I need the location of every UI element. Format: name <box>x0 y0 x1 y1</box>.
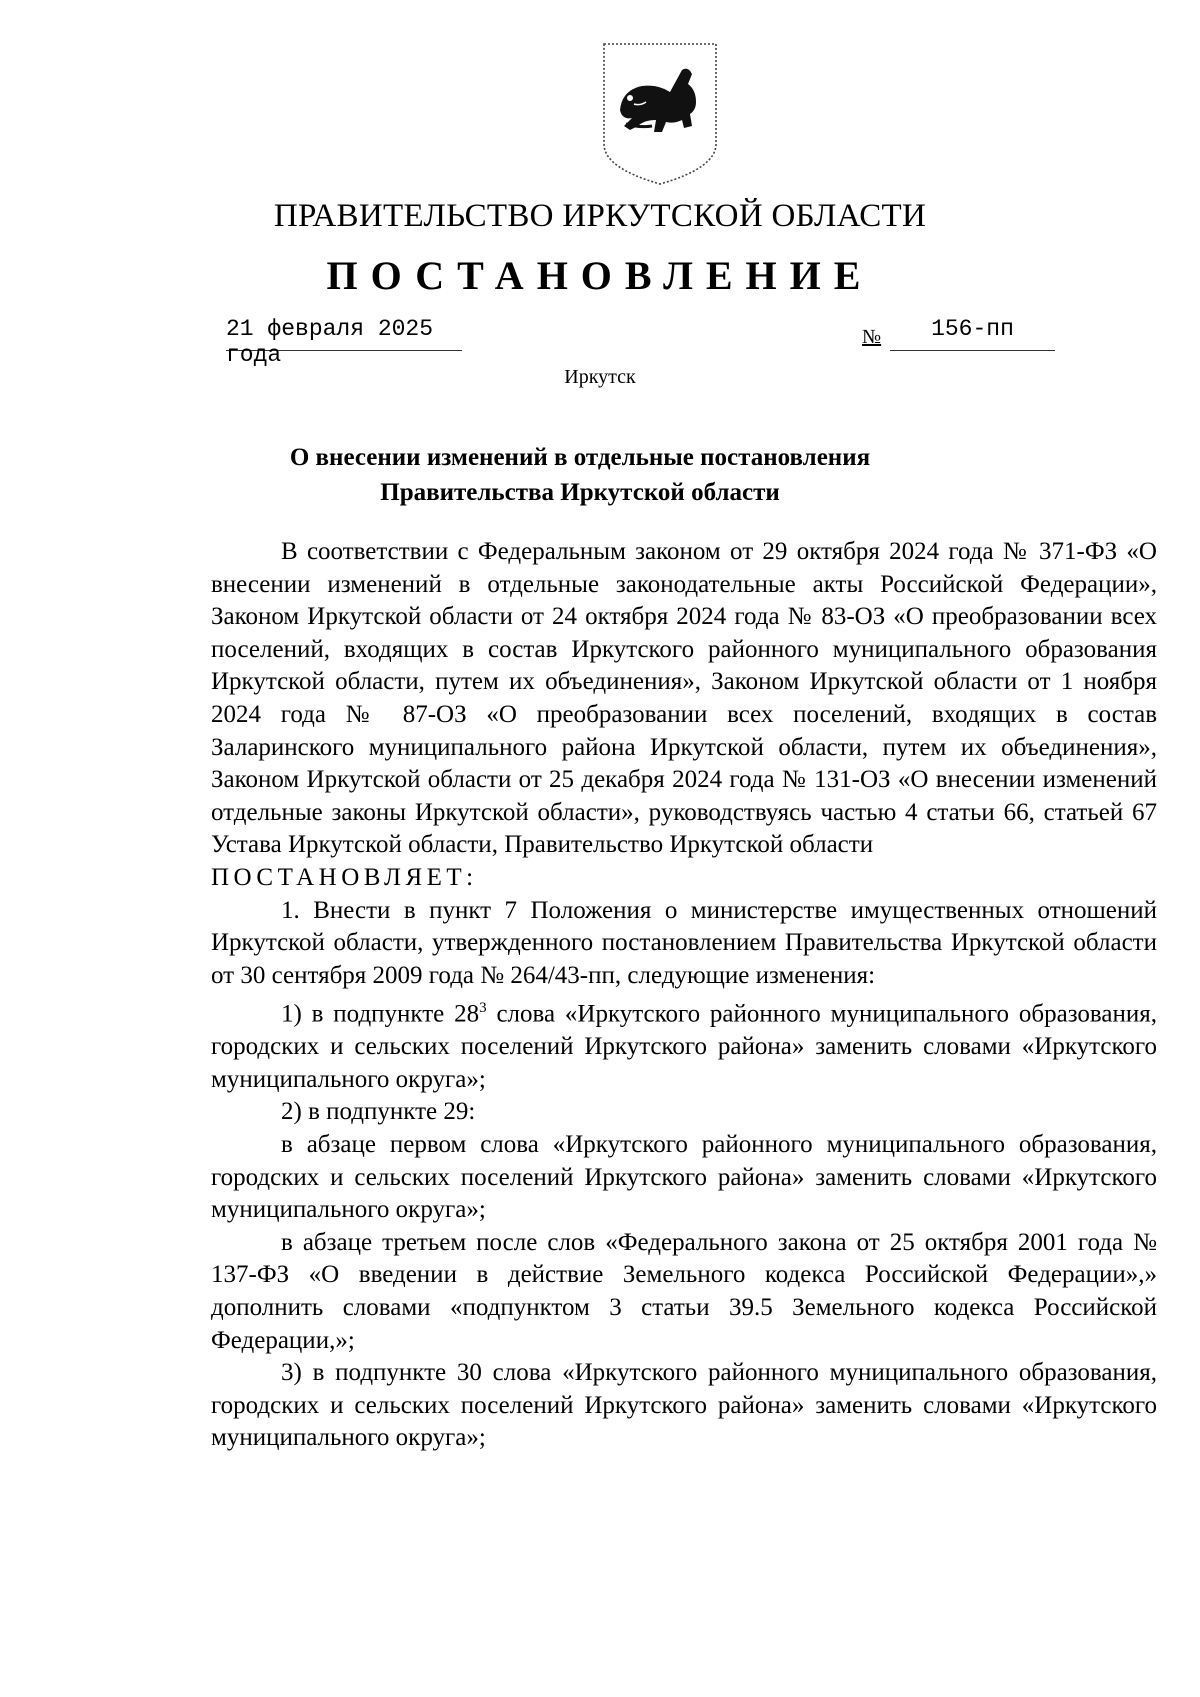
subitem-1-paragraph <box>211 992 1157 1096</box>
document-kind-heading: ПОСТАНОВЛЕНИЕ <box>326 253 874 298</box>
subitem-1-superscript: 3 <box>479 1000 487 1017</box>
subitem-2b-paragraph: в абзаце третьем после слов «Федерального закона от 25 октября 2001 года № 137-ФЗ «О введении в действие Земельного кодекса Российской Федерации»,» дополнить словами «подпунктом 3 статьи 39.5 Земельного кодекса Российской Федерации,»; <box>211 1228 1157 1354</box>
subitem-1-prefix: 1) в подпункте 28 <box>281 1000 480 1028</box>
subitem-2-paragraph: 2) в подпункте 29: <box>281 1098 476 1126</box>
decree-word: ПОСТАНОВЛЯЕТ: <box>211 863 478 891</box>
city-name: Иркутск <box>564 366 636 388</box>
document-date: 21 февраля 2025 года <box>226 316 462 351</box>
document-title: О внесении изменений в отдельные постановления Правительства Иркутской области <box>289 444 871 506</box>
document-body <box>211 536 1157 1455</box>
document-number: 156-пп <box>890 316 1055 351</box>
government-name: ПРАВИТЕЛЬСТВО ИРКУТСКОЙ ОБЛАСТИ <box>273 198 927 234</box>
item-1-paragraph: 1. Внести в пункт 7 Положения о министерстве имущественных отношений Иркутской области, утвержденного постановлением Правительства Иркутской области от 30 сентября 2009 года № 264/43-пп, следующие изменения: <box>211 896 1157 989</box>
subitem-2a-paragraph: в абзаце первом слова «Иркутского районного муниципального образования, городских и сельских поселений Иркутского района» заменить словами «Иркутского муниципального округа»; <box>211 1131 1157 1224</box>
preamble-paragraph: В соответствии с Федеральным законом от 29 октября 2024 года № 371-ФЗ «О внесении изменений в отдельные законодательные акты Российской Федерации», Законом Иркутской области от 24 октября 2024 года № 83-ОЗ «О преобразовании всех поселений, входящих в состав Иркутского районного муниципального образования Иркутской области, путем их объединения», Законом Иркутской области от 1 ноября 2024 года № 87-ОЗ «О преобразовании всех поселений, входящих в состав Заларинского муниципального района Иркутской области, путем их объединения», Законом Иркутской области от 25 декабря 2024 года № 131-ОЗ «О внесении изменений отдельные законы Иркутской области», руководствуясь частью 4 статьи 66, статьей 67 Устава Иркутской области, Правительство Иркутской области <box>211 538 1157 859</box>
subitem-1-suffix: слова «Иркутского районного муниципального образования, городских и сельских поселений Иркутского района» заменить словами «Иркутского муниципального округа»; <box>211 1000 1157 1093</box>
subitem-3-paragraph: 3) в подпункте 30 слова «Иркутского районного муниципального образования, городских и сельских поселений Иркутского района» заменить словами «Иркутского муниципального округа»; <box>211 1359 1157 1452</box>
number-sign: № <box>862 326 882 348</box>
coat-of-arms-icon <box>600 40 720 188</box>
